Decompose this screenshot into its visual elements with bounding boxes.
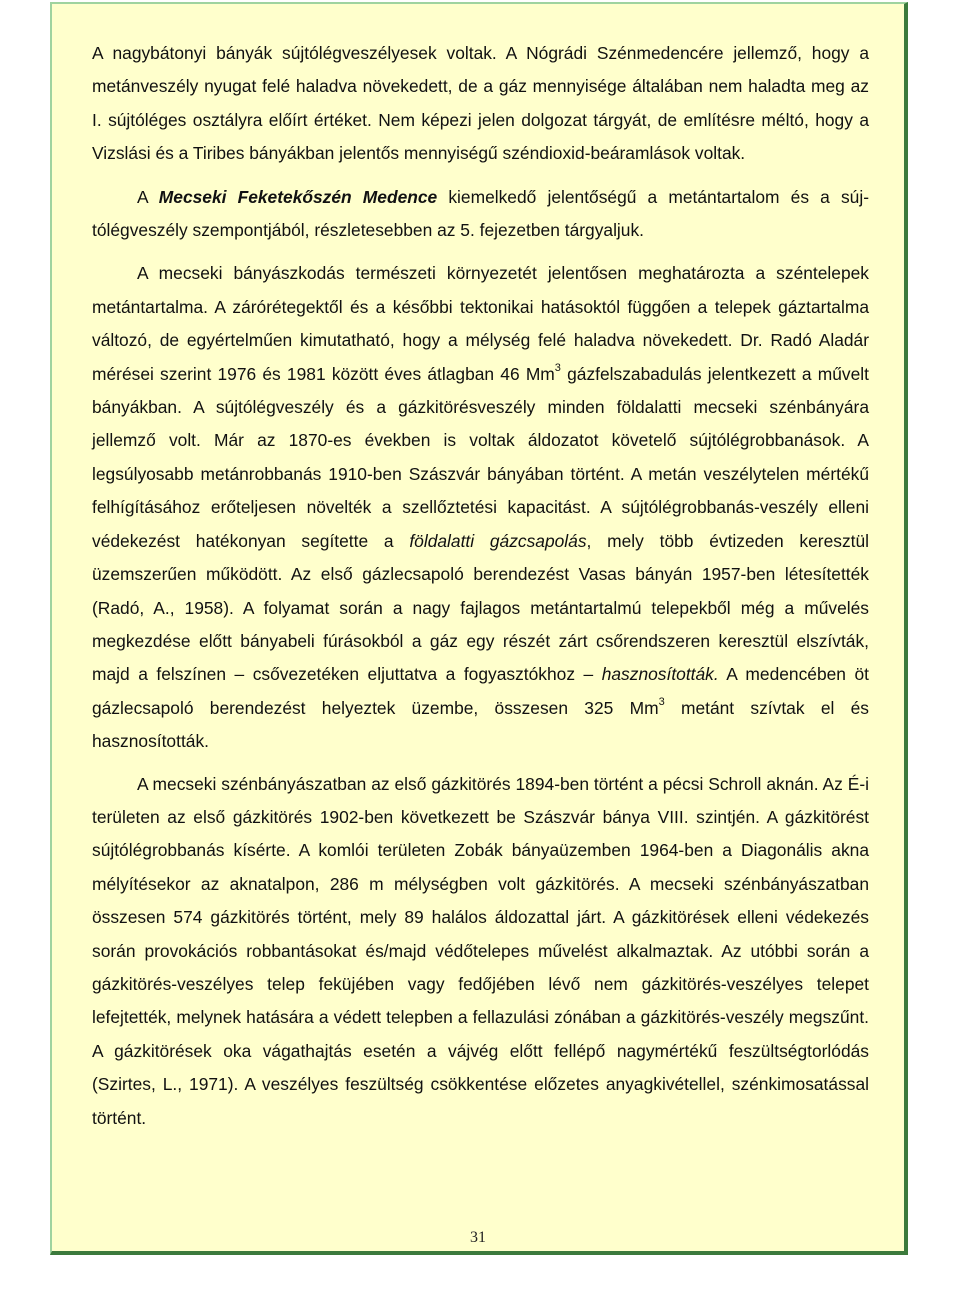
text-run: metánt szívtak el és hasznosították. [92, 697, 869, 752]
text-run: A medencében öt gázlecsapoló berendezést helyeztek üzembe, összesen 325 Mm [92, 664, 869, 718]
italic-term: hasznosították. [601, 664, 719, 685]
text-run: A [137, 186, 159, 207]
text-run: , mely több évtizeden keresztül üzemszerűen működött. Az első gázlecsapoló berendezést Vasas bányán 1957-ben létesítették (Radó, A., 1958). A folyamat során a nagy fajlagos metántartalmú telepekből még a művelés megkezdése előtt bányabeli fúrásokból a gáz egy részét zárt csőrendszeren keresztül elszívták, majd a felszínen – csővezetéken eljuttatva a fogyasztókhoz – [92, 530, 870, 685]
superscript: 3 [554, 361, 561, 374]
paragraph-nograd: A nagybátonyi bányák sújtólégveszélyesek voltak. A Nógrádi Szénmedencére jellemző, hogy a metánveszély nyugat felé haladva növekedett, de a gáz mennyisége általában nem haladta meg az I. sújtóléges osztályra előírt értéket. Nem képezi jelen dolgozat tárgyát, de említésre méltó, hogy a Vizslási és a Tiribes bányákban jelentős mennyiségű széndioxid-beáramlások voltak. [92, 43, 869, 164]
text-run: kiemelkedő jelentőségű a metántartalom és a sújtólégveszély szempontjából, részletesebben az 5. fejezetben tárgyaljuk. [92, 186, 869, 241]
paragraph-gas-outbursts: A mecseki szénbányászatban az első gázkitörés 1894-ben történt a pécsi Schroll aknán. Az É-i területen az első gázkitörés 1902-ben következett be Szászvár bánya VIII. szintjén. A gázkitörést sújtólégrobbanás kísérte. A komlói területen Zobák bányaüzemben 1964-ben a Diagonális akna mélyítésekor az aknatalpon, 286 m mélységben volt gázkitörés. A mecseki szénbányászatban összesen 574 gázkitörés történt, mely 89 halálos áldozattal járt. A gázkitörések elleni védekezés során provokációs robbantásokat és/majd védőtelepes művelést alkalmaztak. Az utóbbi során a gázkitörés-veszélyes telep feküjében vagy fedőjében lévő nem gázkitörés-veszélyes telepet lefejtették, melynek hatására a védett telepben a fellazulási zónában a gázkitörés-veszély megszűnt. A gázkitörések oka vágathajtás esetén a vájvég előtt fellépő nagymértékű feszültségtorlódás (Szirtes, L., 1971). A veszélyes feszültség csökkentése előzetes anyagkivétellel, szénkimosatással történt. [92, 773, 869, 1128]
paragraph-methane-content [92, 257, 869, 758]
paragraph-mecsek-intro [92, 181, 869, 248]
document-page [50, 2, 908, 1255]
text-run: gázfelszabadulás jelentkezett a művelt bányákban. A sújtólégveszély és a gázkitörésveszély minden földalatti mecseki szénbányára jellemző volt. Már az 1870-es években is voltak áldozatot követelő sújtólégrobbanások. A legsúlyosabb metánrobbanás 1910-ben Szászvár bányában történt. A metán veszélytelen mértékű felhígításához erőteljesen növelték a szellőztetési kapacitást. A sújtólégrobbanás-veszély elleni védekezést hatékonyan segítette a [92, 363, 869, 551]
page-number: 31 [470, 1229, 486, 1246]
emphasis-basin-name: Mecseki Feketekőszén Medence [158, 186, 438, 207]
text-run: A mecseki bányászkodás természeti környezetét jelentősen meghatározta a széntelepek metántartalma. A zárórétegektől és a későbbi tektonikai hatásoktól függően a telepek gáztartalma változó, de egyértelműen kimutatható, hogy a mélység felé haladva növekedett. Dr. Radó Aladár mérései szerint 1976 és 1981 között éves átlagban 46 Mm [92, 263, 869, 384]
body-text [92, 37, 869, 1135]
italic-term: földalatti gázcsapolás [409, 530, 587, 551]
superscript: 3 [658, 695, 665, 708]
